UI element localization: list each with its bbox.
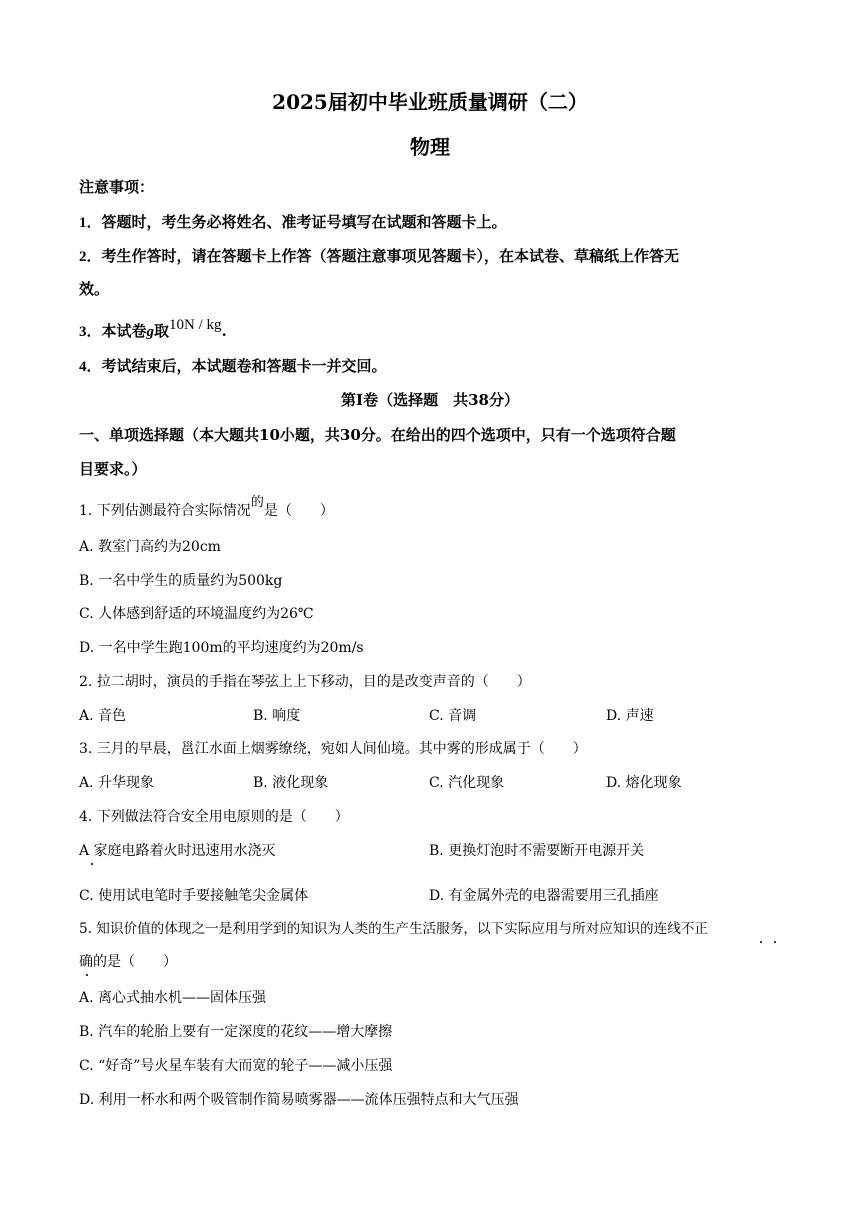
question-5-option-a: A. 离心式抽水机——固体压强 (79, 990, 267, 1006)
question-1-option-a: A. 教室门高约为20cm (79, 539, 221, 555)
question-5-option-b: B. 汽车的轮胎上要有一定深度的花纹——增大摩擦 (79, 1024, 393, 1040)
notice-item-2-cont: 效。 (79, 280, 110, 298)
notice-item-2 (79, 246, 679, 267)
notice-text: 答题时，考生务必将姓名、准考证号填写在试题和答题卡上。 (101, 213, 507, 231)
question-3-option-c: C. 汽化现象 (429, 775, 505, 791)
notice-number: 2． (79, 249, 102, 265)
notice-item-3 (79, 317, 227, 342)
gravity-value: 10N / kg (169, 317, 222, 333)
stem-text: 1. 下列估测最符合实际情况 (79, 503, 251, 519)
question-4-stem: 4. 下列做法符合安全用电原则的是（ ） (79, 809, 349, 825)
question-2-option-c: C. 音调 (429, 708, 477, 724)
question-1-option-d: D. 一名中学生跑100m的平均速度约为20m/s (79, 640, 364, 656)
exam-title: 2025届初中毕业班质量调研（二） (272, 90, 588, 114)
question-2-option-a: A. 音色 (79, 708, 127, 724)
part-title: 第Ⅰ卷（选择题 共38分） (341, 391, 519, 409)
question-4-option-c: C. 使用试电笔时手要接触笔尖金属体 (79, 888, 309, 904)
question-5-stem-cont: 确的是（ ） (79, 954, 177, 970)
question-3-option-b: B. 液化现象 (253, 775, 329, 791)
notice-number: 1． (79, 215, 102, 231)
emphasis-dot-icon (774, 941, 776, 943)
question-1-option-b: B. 一名中学生的质量约为500kg (79, 573, 283, 589)
section-heading-cont: 目要求。） (79, 460, 147, 478)
emphasis-dot-icon (86, 974, 88, 976)
emphasis-dot-icon (760, 941, 762, 943)
question-2-option-d: D. 声速 (606, 708, 654, 724)
question-5-option-d: D. 利用一杯水和两个吸管制作简易喷雾器——流体压强特点和大气压强 (79, 1092, 519, 1108)
question-3-option-a: A. 升华现象 (79, 775, 155, 791)
question-4-option-b: B. 更换灯泡时不需要断开电源开关 (429, 843, 645, 859)
notice-item-1 (79, 212, 507, 233)
notice-text: 本试卷 (101, 322, 147, 340)
subject-title: 物理 (410, 135, 450, 159)
question-3-stem: 3. 三月的早晨，邕江水面上烟雾缭绕，宛如人间仙境。其中雾的形成属于（ ） (79, 741, 587, 757)
question-3-option-d: D. 熔化现象 (606, 775, 682, 791)
notice-item-4 (79, 356, 387, 377)
question-5-stem: 5. 知识价值的体现之一是利用学到的知识为人类的生产生活服务，以下实际应用与所对应知识的连线不正 (79, 921, 709, 937)
notice-text: . (221, 322, 227, 340)
section-heading: 一、单项选择题（本大题共10小题，共30分。在给出的四个选项中，只有一个选项符合题 (79, 426, 676, 444)
question-4-option-d: D. 有金属外壳的电器需要用三孔插座 (429, 888, 659, 904)
question-1-stem (79, 495, 334, 522)
notice-heading: 注意事项： (79, 178, 155, 196)
notice-text: 考生作答时，请在答题卡上作答（答题注意事项见答题卡），在本试卷、草稿纸上作答无 (101, 247, 680, 265)
notice-number: 4． (79, 359, 102, 375)
gravity-symbol: g (146, 324, 155, 340)
notice-text: 考试结束后，本试题卷和答题卡一并交回。 (101, 357, 387, 375)
question-2-stem: 2. 拉二胡时，演员的手指在琴弦上上下移动，目的是改变声音的（ ） (79, 674, 531, 690)
question-2-option-b: B. 响度 (253, 708, 301, 724)
notice-text: 取 (154, 322, 170, 340)
question-5-option-c: C. “好奇”号火星车装有大而宽的轮子——减小压强 (79, 1058, 393, 1074)
question-1-option-c: C. 人体感到舒适的环境温度约为26℃ (79, 606, 314, 622)
emphasis-dot-icon (91, 863, 93, 865)
stem-text: 是（ ） (263, 503, 334, 519)
stem-superscript: 的 (250, 495, 264, 510)
notice-number: 3． (79, 324, 102, 340)
question-4-option-a: A 家庭电路着火时迅速用水浇灭 (79, 843, 276, 859)
